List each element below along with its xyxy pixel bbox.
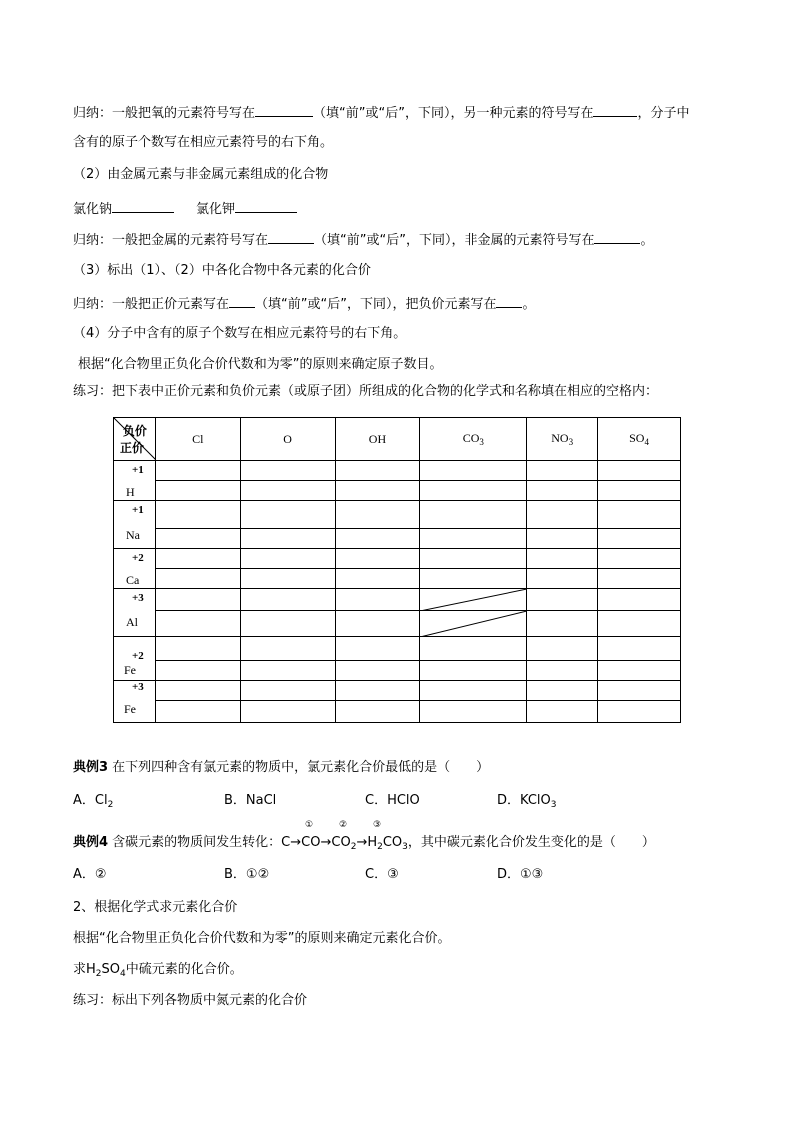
fill-blank[interactable] <box>268 230 314 244</box>
name-cell[interactable] <box>335 569 420 589</box>
fill-blank[interactable] <box>112 199 174 213</box>
formula-cell[interactable] <box>240 637 335 661</box>
col-header-co3: $CO_3$ <box>420 418 527 461</box>
formula-cell[interactable] <box>155 589 240 611</box>
row-label-na: +1 Na <box>114 501 156 549</box>
corner-positive-label: 正价 <box>120 441 145 455</box>
step-marker-1: ① <box>305 820 314 830</box>
formula-cell[interactable] <box>598 501 681 529</box>
name-cell[interactable] <box>155 661 240 681</box>
row-label-h: +1 H <box>114 461 156 501</box>
example3-option-b[interactable]: B．NaCl <box>224 793 277 808</box>
name-cell[interactable] <box>335 481 420 501</box>
fill-blank[interactable] <box>496 294 522 308</box>
col-header-so4: $SO_4$ <box>598 418 681 461</box>
task-h2so4: 求$H_2SO_4$中硫元素的化合价。 <box>73 962 243 979</box>
cross-out-line <box>420 589 527 611</box>
crossed-cell <box>420 611 527 637</box>
corner-negative-label: 负价 <box>122 424 147 438</box>
formula-cell[interactable] <box>155 549 240 569</box>
formula-cell[interactable] <box>527 589 598 611</box>
formula-cell[interactable] <box>598 681 681 701</box>
formula-cell[interactable] <box>527 681 598 701</box>
name-cell[interactable] <box>335 611 420 637</box>
table-row <box>114 529 681 549</box>
formula-cell[interactable] <box>598 461 681 481</box>
table-row <box>114 661 681 681</box>
name-cell[interactable] <box>527 661 598 681</box>
summary-valence-position: 归纳：一般把正价元素写在 （填“前”或“后”，下同），把负价元素写在 。 <box>73 294 535 314</box>
formula-cell[interactable] <box>335 461 420 481</box>
example3-question: 典例3 在下列四种含有氯元素的物质中，氯元素化合价最低的是（ ） <box>73 760 490 775</box>
rule-zero-sum: 根据“化合物里正负化合价代数和为零”的原则来确定原子数目。 <box>78 357 443 372</box>
exercise-instruction: 练习：把下表中正价元素和负价元素（或原子团）所组成的化合物的化学式和名称填在相应的空格内： <box>73 384 659 399</box>
example3-option-c[interactable]: C．HClO <box>365 793 420 808</box>
formula-cell[interactable] <box>598 637 681 661</box>
fill-blank[interactable] <box>593 103 637 117</box>
formula-cell[interactable] <box>527 461 598 481</box>
name-cell[interactable] <box>598 529 681 549</box>
name-cell[interactable] <box>598 569 681 589</box>
fill-blank[interactable] <box>594 230 640 244</box>
example4-option-a[interactable]: A．② <box>73 867 107 882</box>
name-cell[interactable] <box>240 569 335 589</box>
row-label-ca: +2 Ca <box>114 549 156 589</box>
name-cell[interactable] <box>155 529 240 549</box>
formula-cell[interactable] <box>420 681 527 701</box>
formula-cell[interactable] <box>240 549 335 569</box>
col-header-cl: Cl <box>155 418 240 461</box>
fill-blank[interactable] <box>229 294 255 308</box>
compound-naming-row: 氯化钠 氯化钾 <box>73 199 297 219</box>
formula-cell[interactable] <box>420 461 527 481</box>
name-cell[interactable] <box>240 661 335 681</box>
name-cell[interactable] <box>335 701 420 723</box>
formula-cell[interactable] <box>420 637 527 661</box>
name-cell[interactable] <box>240 481 335 501</box>
row-label-al: +3 Al <box>114 589 156 637</box>
step-marker-2: ② <box>339 820 348 830</box>
formula-cell[interactable] <box>420 501 527 529</box>
formula-cell[interactable] <box>240 501 335 529</box>
formula-cell[interactable] <box>527 501 598 529</box>
section-subscript-rule: （4）分子中含有的原子个数写在相应元素符号的右下角。 <box>73 326 407 341</box>
name-cell[interactable] <box>335 661 420 681</box>
section-metal-nonmetal: （2）由金属元素与非金属元素组成的化合物 <box>73 167 329 182</box>
name-cell[interactable] <box>335 529 420 549</box>
formula-cell[interactable] <box>335 589 420 611</box>
name-cell[interactable] <box>598 611 681 637</box>
name-cell[interactable] <box>420 481 527 501</box>
section-mark-valence: （3）标出（1）、（2）中各化合物中各元素的化合价 <box>73 263 371 278</box>
name-cell[interactable] <box>155 569 240 589</box>
name-cell[interactable] <box>527 529 598 549</box>
name-cell[interactable] <box>240 701 335 723</box>
example4-option-b[interactable]: B．①② <box>224 867 270 882</box>
valence-rule: 根据“化合物里正负化合价代数和为零”的原则来确定元素化合价。 <box>73 931 451 946</box>
example4-option-d[interactable]: D．①③ <box>497 867 544 882</box>
table-row <box>114 481 681 501</box>
formula-cell[interactable] <box>155 461 240 481</box>
col-header-o: O <box>240 418 335 461</box>
name-cell[interactable] <box>527 569 598 589</box>
section-2-heading: 2、根据化学式求元素化合价 <box>73 900 238 915</box>
formula-cell[interactable] <box>240 461 335 481</box>
name-cell[interactable] <box>420 661 527 681</box>
table-row <box>114 461 681 481</box>
example3-option-a[interactable]: A．$Cl_2$ <box>73 793 114 810</box>
valence-table <box>113 417 681 723</box>
table-row <box>114 701 681 723</box>
table-header-row <box>114 418 681 461</box>
summary-atom-count: 含有的原子个数写在相应元素符号的右下角。 <box>73 135 334 150</box>
row-label-fe2: +2 Fe <box>114 637 156 681</box>
name-cell[interactable] <box>155 701 240 723</box>
formula-cell[interactable] <box>155 681 240 701</box>
name-cell[interactable] <box>420 529 527 549</box>
formula-cell[interactable] <box>240 589 335 611</box>
fill-blank[interactable] <box>255 103 313 117</box>
formula-cell[interactable] <box>155 501 240 529</box>
name-cell[interactable] <box>527 701 598 723</box>
name-cell[interactable] <box>155 481 240 501</box>
step-marker-3: ③ <box>373 820 382 830</box>
formula-cell[interactable] <box>240 681 335 701</box>
name-cell[interactable] <box>598 661 681 681</box>
name-cell[interactable] <box>420 701 527 723</box>
col-header-no3: $NO_3$ <box>527 418 598 461</box>
table-row <box>114 569 681 589</box>
table-row <box>114 549 681 569</box>
formula-cell[interactable] <box>527 549 598 569</box>
name-cell[interactable] <box>240 529 335 549</box>
table-row <box>114 611 681 637</box>
arrow-icon: → <box>320 835 332 850</box>
formula-cell[interactable] <box>527 637 598 661</box>
crossed-cell <box>420 589 527 611</box>
fill-blank[interactable] <box>235 199 297 213</box>
example4-question: 典例4 含碳元素的物质间发生转化：$C\to CO\to CO_2\to H_2CO_3$，其中碳元素化合价发生变化的是（ ） <box>73 835 655 852</box>
arrow-icon: → <box>290 835 302 850</box>
row-label-fe3: +3 Fe <box>114 681 156 723</box>
table-row <box>114 681 681 701</box>
formula-cell[interactable] <box>598 549 681 569</box>
cross-out-line <box>420 611 527 637</box>
name-cell[interactable] <box>420 569 527 589</box>
summary-oxygen-position: 归纳：一般把氧的元素符号写在 （填“前”或“后”，下同），另一种元素的符号写在 ，分子中 <box>73 103 689 123</box>
name-cell[interactable] <box>527 481 598 501</box>
table-corner-cell <box>114 418 156 461</box>
name-cell[interactable] <box>155 611 240 637</box>
exercise-nitrogen: 练习：标出下列各物质中氮元素的化合价 <box>73 993 308 1008</box>
formula-cell[interactable] <box>335 681 420 701</box>
formula-cell[interactable] <box>420 549 527 569</box>
formula-cell[interactable] <box>155 637 240 661</box>
example4-option-c[interactable]: C．③ <box>365 867 399 882</box>
col-header-oh: OH <box>335 418 420 461</box>
name-cell[interactable] <box>598 481 681 501</box>
table-row <box>114 589 681 611</box>
formula-cell[interactable] <box>335 501 420 529</box>
example3-option-d[interactable]: D．KClO$_3$ <box>497 793 557 810</box>
formula-cell[interactable] <box>335 637 420 661</box>
formula-cell[interactable] <box>335 549 420 569</box>
name-cell[interactable] <box>240 611 335 637</box>
name-cell[interactable] <box>598 701 681 723</box>
table-row <box>114 637 681 661</box>
name-cell[interactable] <box>527 611 598 637</box>
arrow-icon: → <box>356 835 368 850</box>
formula-cell[interactable] <box>598 589 681 611</box>
summary-metal-position: 归纳：一般把金属的元素符号写在 （填“前”或“后”，下同），非金属的元素符号写在 。 <box>73 230 653 250</box>
table-row <box>114 501 681 529</box>
